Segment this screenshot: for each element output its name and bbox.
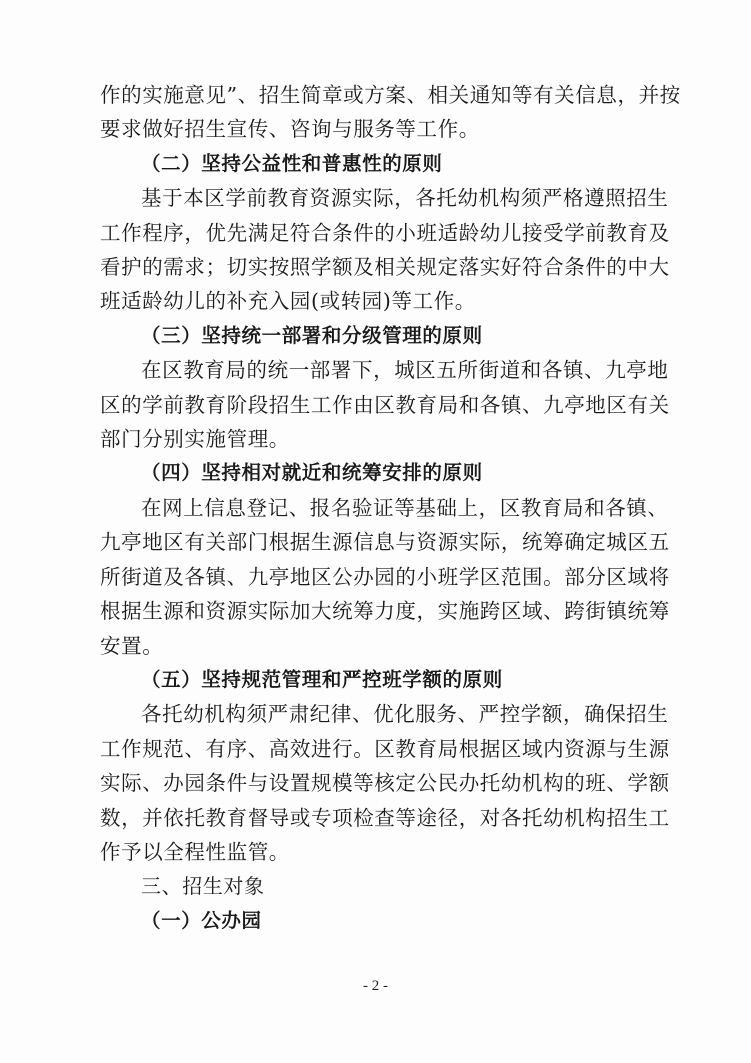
paragraph-line: 数，并依托教育督导或专项检查等途径，对各托幼机构招生工 bbox=[100, 805, 670, 830]
section-heading: （二）坚持公益性和普惠性的原则 bbox=[141, 151, 443, 175]
section-heading: （三）坚持统一部署和分级管理的原则 bbox=[141, 323, 483, 347]
section-heading: （五）坚持规范管理和严控班学额的原则 bbox=[141, 667, 503, 691]
document-body bbox=[100, 78, 681, 938]
paragraph-line: 作的实施意见”、招生简章或方案、相关通知等有关信息，并按 bbox=[100, 83, 681, 107]
paragraph-line: 根据生源和资源实际加大统筹力度，实施跨区域、跨街镇统筹 bbox=[100, 599, 670, 624]
paragraph-line: 在区教育局的统一部署下，城区五所街道和各镇、九亭地 bbox=[141, 358, 669, 383]
section-heading: （一）公办园 bbox=[141, 908, 262, 932]
chapter-heading: 三、招生对象 bbox=[141, 874, 265, 899]
paragraph-line: 工作规范、有序、高效进行。区教育局根据区域内资源与生源 bbox=[100, 736, 670, 761]
paragraph-line: 部门分别实施管理。 bbox=[100, 427, 290, 452]
paragraph-line: 区的学前教育阶段招生工作由区教育局和各镇、九亭地区有关 bbox=[100, 392, 670, 417]
paragraph-line: 所街道及各镇、九亭地区公办园的小班学区范围。部分区域将 bbox=[100, 564, 670, 589]
page-number: - 2 - bbox=[363, 978, 388, 994]
paragraph-line: 基于本区学前教育资源实际，各托幼机构须严格遵照招生 bbox=[141, 186, 669, 211]
paragraph-line: 九亭地区有关部门根据生源信息与资源实际，统筹确定城区五 bbox=[100, 530, 670, 555]
paragraph-line: 班适龄幼儿的补充入园(或转园)等工作。 bbox=[100, 289, 476, 314]
paragraph-line: 要求做好招生宣传、咨询与服务等工作。 bbox=[100, 117, 480, 142]
paragraph-line: 实际、办园条件与设置规模等核定公民办托幼机构的班、学额 bbox=[100, 771, 670, 796]
paragraph-line: 工作程序，优先满足符合条件的小班适龄幼儿接受学前教育及 bbox=[100, 220, 670, 245]
paragraph-line: 作予以全程性监管。 bbox=[100, 839, 290, 864]
paragraph-line: 看护的需求；切实按照学额及相关规定落实好符合条件的中大 bbox=[100, 255, 670, 280]
paragraph-line: 安置。 bbox=[100, 633, 164, 658]
section-heading: （四）坚持相对就近和统筹安排的原则 bbox=[141, 461, 483, 485]
paragraph-line: 在网上信息登记、报名验证等基础上，区教育局和各镇、 bbox=[141, 495, 669, 520]
paragraph-line: 各托幼机构须严肃纪律、优化服务、严控学额，确保招生 bbox=[141, 702, 669, 727]
